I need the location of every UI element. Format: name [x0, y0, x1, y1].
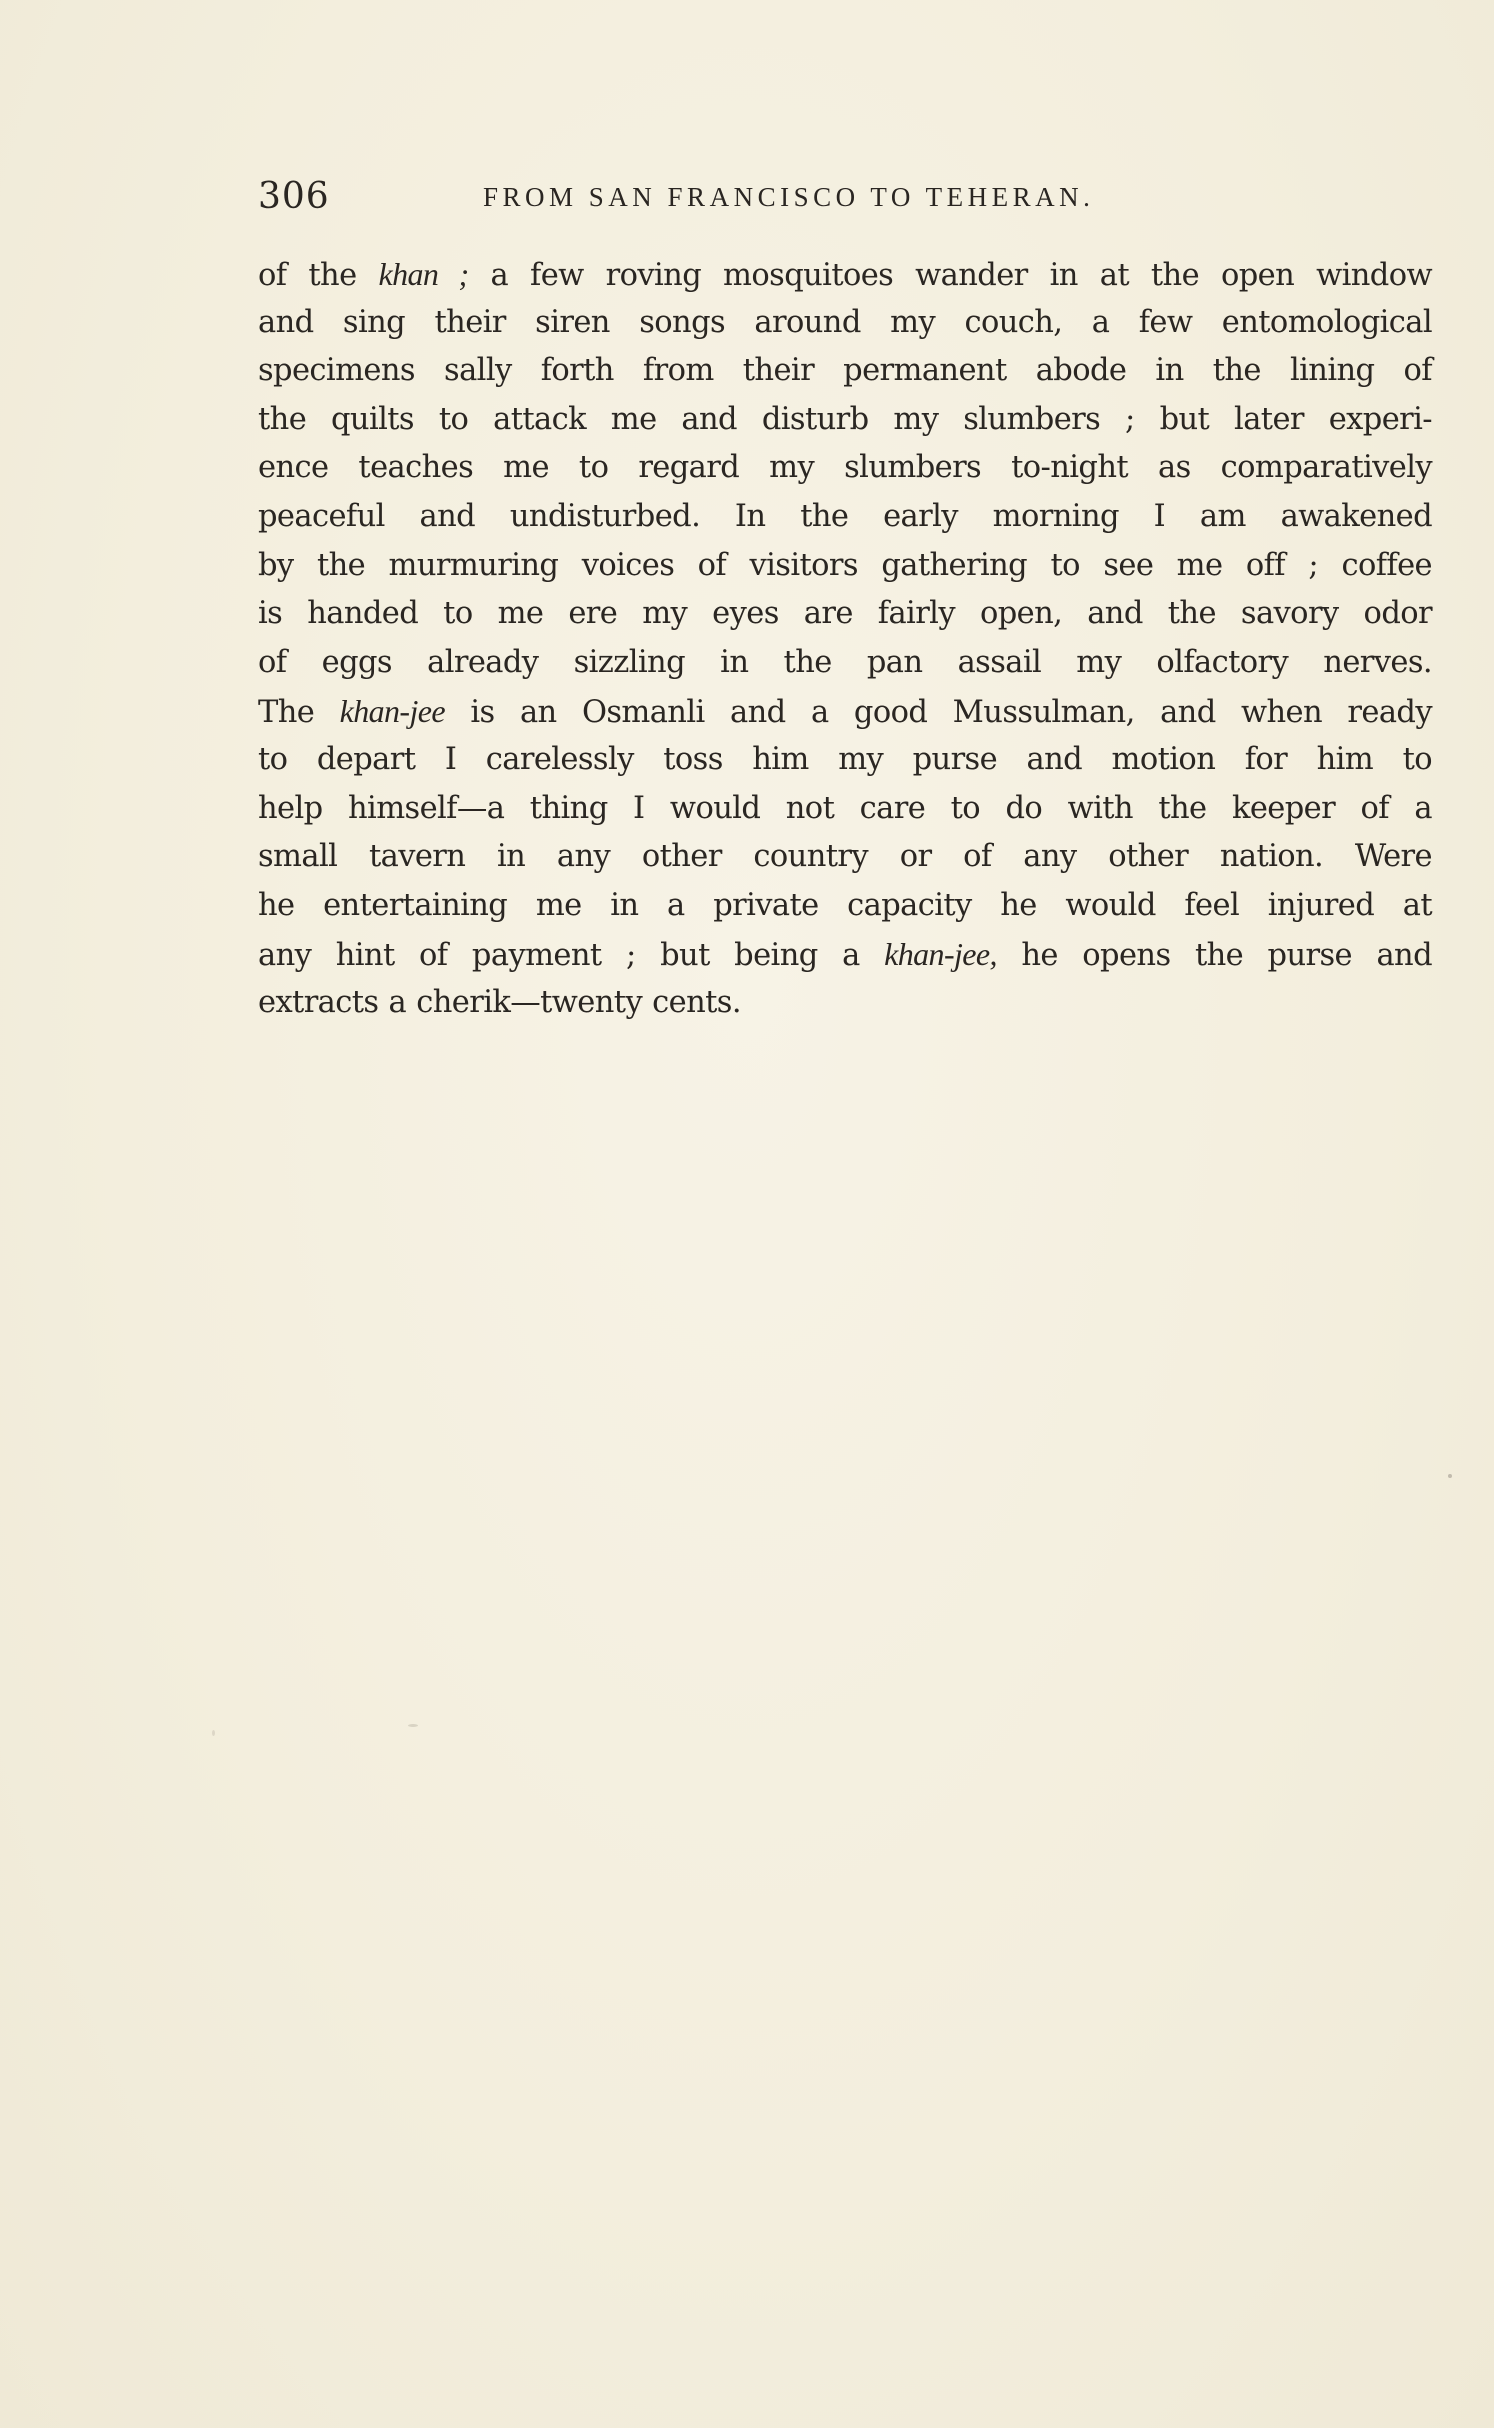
text-line [258, 299, 1432, 348]
text-run: extracts a cherik—twenty cents. [258, 984, 741, 1020]
text-run: specimens sally forth from their permanent abode in the lining of [258, 353, 1432, 389]
text-run: by the murmuring voices of visitors gathering to see me off ; coffee [258, 547, 1432, 583]
text-run: small tavern in any other country or of any other nation. Were [258, 839, 1432, 875]
text-line [258, 687, 1432, 736]
text-line [258, 833, 1432, 882]
text-run: he entertaining me in a private capacity he would feel injured at [258, 887, 1432, 923]
text-run: is an Osmanli and a good Mussulman, and when ready [444, 695, 1432, 731]
paper-speck [1448, 1474, 1452, 1478]
running-title: FROM SAN FRANCISCO TO TEHERAN. [483, 182, 1095, 212]
italic-term: khan-jee, [884, 936, 997, 973]
text-line [258, 250, 1432, 299]
text-run: the quilts to attack me and disturb my slumbers ; but later experi- [258, 401, 1432, 437]
text-line [258, 444, 1432, 493]
text-line [258, 347, 1432, 396]
text-run: a few roving mosquitoes wander in at the open window [468, 258, 1433, 293]
text-line [258, 979, 1432, 1028]
text-line [258, 930, 1432, 979]
body-text [258, 250, 1432, 1028]
paper-speck [408, 1724, 418, 1727]
text-line [258, 396, 1432, 445]
paper-speck [212, 1730, 215, 1736]
italic-term: khan-jee [339, 693, 445, 730]
text-run: he opens the purse and [996, 938, 1432, 974]
text-line [258, 882, 1432, 931]
page-number: 306 [258, 176, 330, 217]
italic-term: khan ; [378, 256, 469, 292]
text-run: peaceful and undisturbed. In the early morning I am awakened [258, 498, 1432, 534]
text-run: to depart I carelessly toss him my purse and motion for him to [258, 741, 1432, 777]
text-run: help himself—a thing I would not care to do with the keeper of a [258, 790, 1432, 826]
running-head [258, 176, 1428, 216]
text-line [258, 590, 1432, 639]
text-run: and sing their siren songs around my couch, a few entomological [258, 304, 1432, 340]
text-line [258, 736, 1432, 785]
text-run: is handed to me ere my eyes are fairly open, and the savory odor [258, 596, 1432, 632]
text-run: ence teaches me to regard my slumbers to-night as comparatively [258, 450, 1432, 486]
text-run: of eggs already sizzling in the pan assail my olfactory nerves. [258, 644, 1432, 680]
text-line [258, 639, 1432, 688]
text-run: The [258, 695, 340, 731]
text-run: any hint of payment ; but being a [258, 938, 885, 974]
text-run: of the [258, 258, 379, 293]
text-line [258, 493, 1432, 542]
text-line [258, 542, 1432, 591]
text-line [258, 785, 1432, 834]
